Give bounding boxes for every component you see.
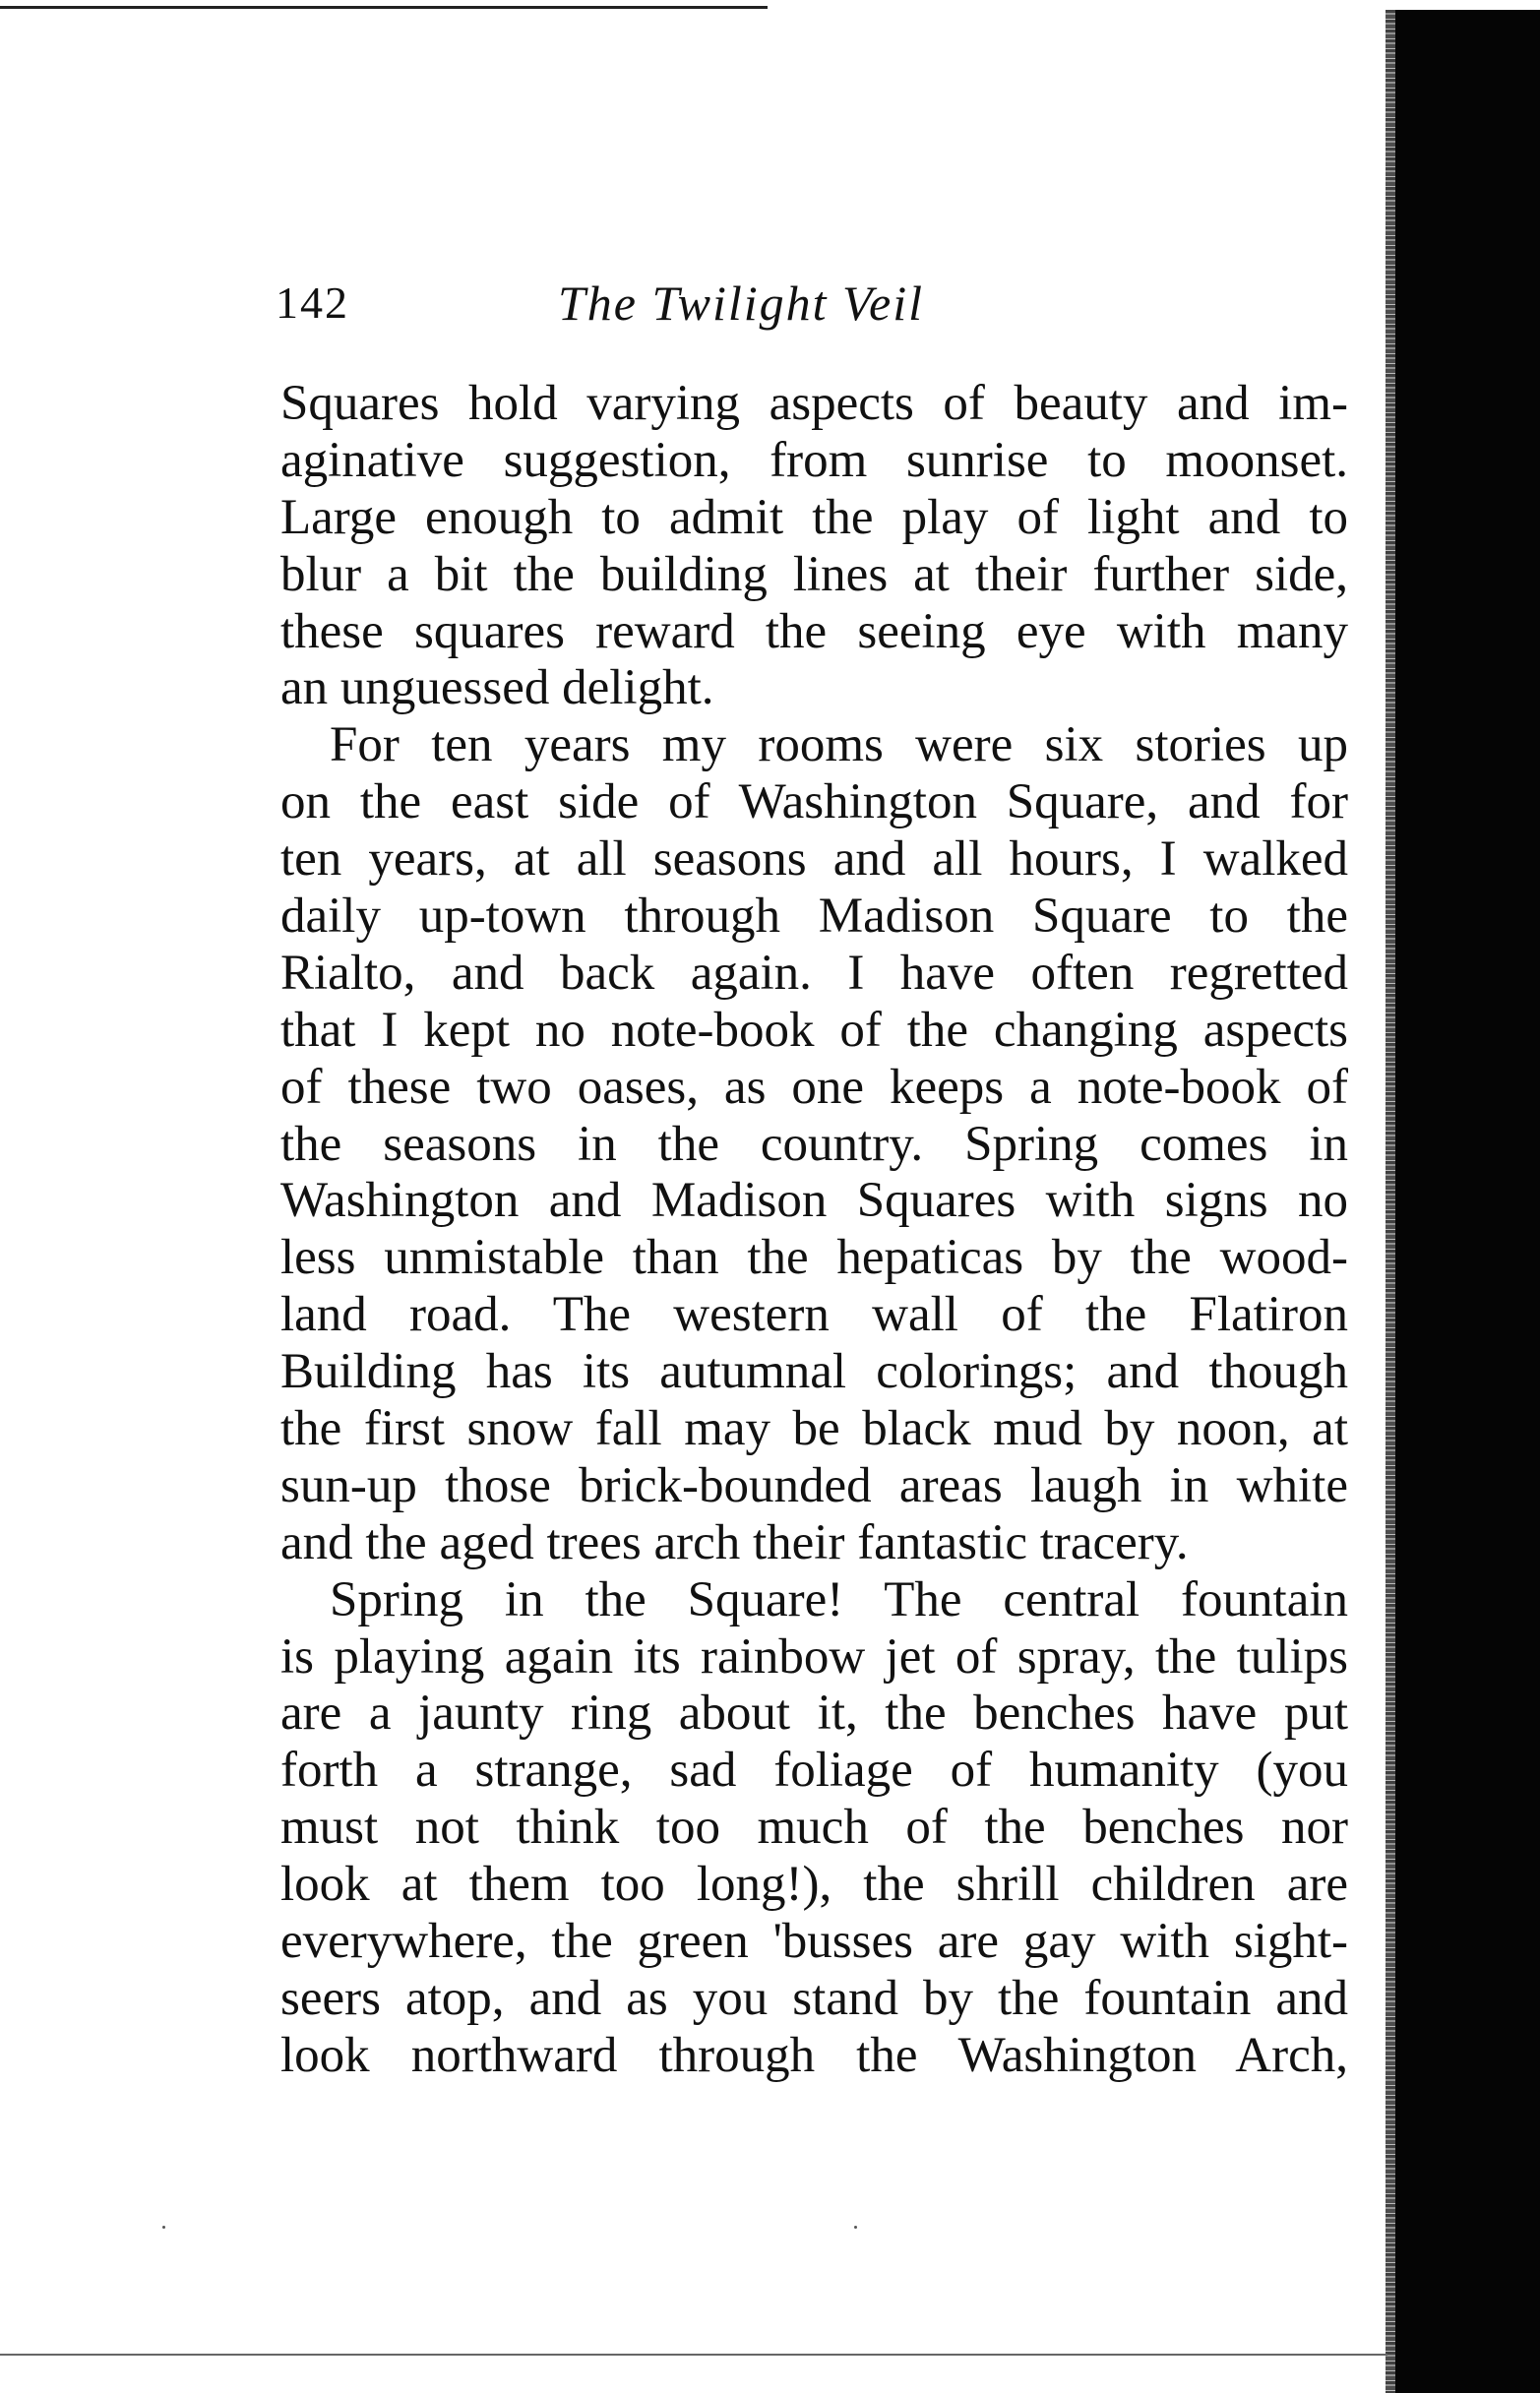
bottom-scan-rule — [0, 2354, 1387, 2356]
text-line: an unguessed delight. — [280, 660, 714, 716]
text-line: the first snow fall may be black mud by noon, at — [280, 1401, 1348, 1457]
text-line: that I kept no note-book of the changing aspects — [280, 1002, 1348, 1058]
running-header — [276, 274, 1358, 352]
text-line: ten years, at all seasons and all hours, I walked — [280, 831, 1348, 888]
text-line: these squares reward the seeing eye with many — [280, 603, 1348, 659]
text-line: less unmistable than the hepaticas by the wood- — [280, 1230, 1348, 1286]
text-line: blur a bit the building lines at their further side, — [280, 546, 1348, 602]
text-line: Building has its autumnal colorings; and though — [280, 1344, 1348, 1400]
text-line: of these two oases, as one keeps a note-book of — [280, 1059, 1348, 1115]
text-line: Rialto, and back again. I have often regretted — [280, 945, 1348, 1001]
top-scan-rule — [0, 6, 768, 9]
text-line: everywhere, the green 'busses are gay with sight- — [280, 1914, 1348, 1970]
text-line: Washington and Madison Squares with signs no — [280, 1173, 1348, 1229]
text-line: must not think too much of the benches nor — [280, 1800, 1348, 1856]
running-title: The Twilight Veil — [558, 276, 924, 331]
page-body — [280, 376, 1348, 2085]
text-line: aginative suggestion, from sunrise to moonset. — [280, 432, 1348, 488]
text-line: look at them too long!), the shrill children are — [280, 1857, 1348, 1913]
text-line: sun-up those brick-bounded areas laugh in white — [280, 1457, 1348, 1513]
text-line: forth a strange, sad foliage of humanity (you — [280, 1743, 1348, 1799]
text-line: the seasons in the country. Spring comes in — [280, 1116, 1348, 1172]
text-line: Squares hold varying aspects of beauty and im- — [280, 376, 1348, 431]
text-line: For ten years my rooms were six stories up — [330, 717, 1348, 773]
scan-speck — [162, 2226, 165, 2229]
text-line: are a jaunty ring about it, the benches have put — [280, 1686, 1348, 1742]
scan-edge-shadow — [1395, 10, 1540, 2393]
scan-speck — [854, 2226, 857, 2229]
text-line: on the east side of Washington Square, and for — [280, 774, 1348, 830]
text-line: Large enough to admit the play of light and to — [280, 489, 1348, 545]
text-line: daily up-town through Madison Square to the — [280, 889, 1348, 945]
text-line: seers atop, and as you stand by the fountain and — [280, 1970, 1348, 2026]
text-line: look northward through the Washington Arch, — [280, 2027, 1348, 2083]
page-number: 142 — [276, 277, 349, 328]
text-line: land road. The western wall of the Flatiron — [280, 1287, 1348, 1343]
text-line: is playing again its rainbow jet of spray, the tulips — [280, 1628, 1348, 1685]
text-line: Spring in the Square! The central fountain — [330, 1571, 1348, 1627]
text-line: and the aged trees arch their fantastic tracery. — [280, 1514, 1189, 1570]
